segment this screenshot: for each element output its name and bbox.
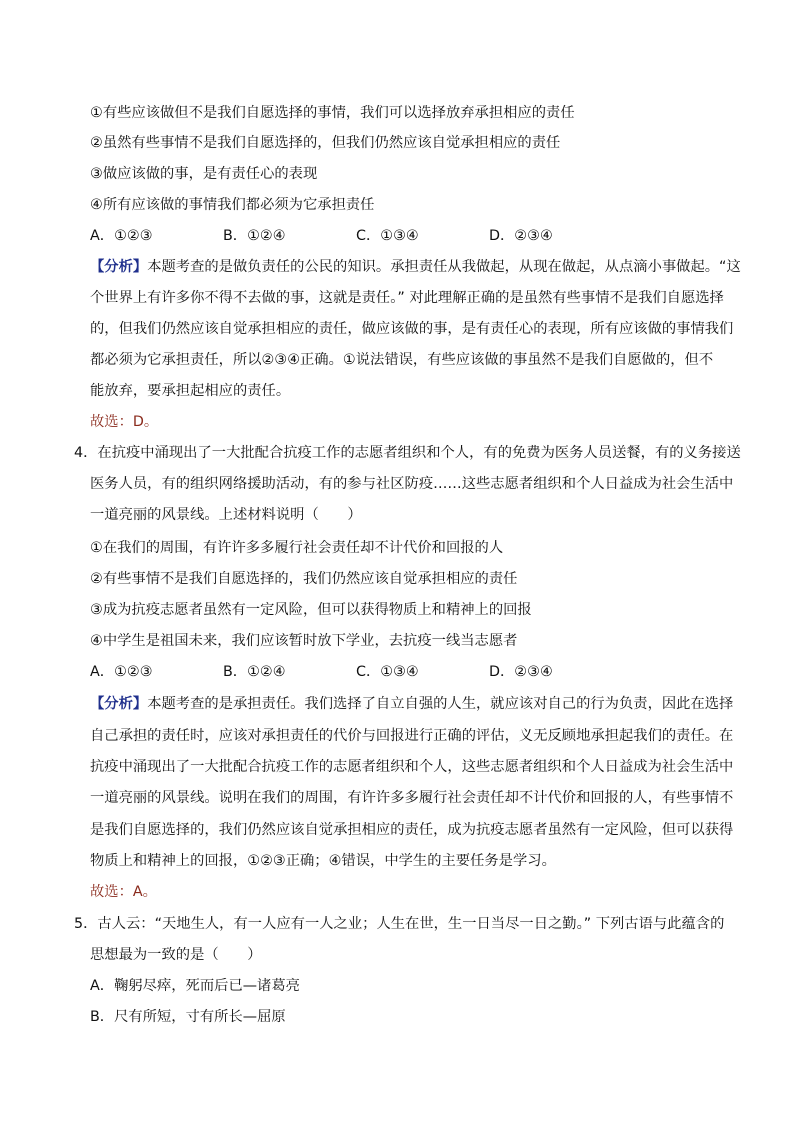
q4-analysis-line-4: 一道亮丽的风景线。说明在我们的周围，有许许多多履行社会责任却不计代价和回报的人，有些事情不 bbox=[90, 790, 734, 806]
q3-analysis-line-5: 能放弃，要承担起相应的责任。 bbox=[90, 383, 291, 399]
q5-stem-line-1: 5．古人云：“天地生人，有一人应有一人之业；人生在世，生一日当尽一日之勤。” 下列古语与此蕴含的 bbox=[74, 916, 725, 932]
q3-answer: 故选：D。 bbox=[90, 414, 159, 430]
q4-option-d: D．②③④ bbox=[489, 664, 553, 680]
q4-analysis-line-6: 物质上和精神上的回报，①②③正确；④错误，中学生的主要任务是学习。 bbox=[90, 853, 556, 869]
q3-statement-4: ④所有应该做的事情我们都必须为它承担责任 bbox=[90, 197, 375, 213]
q4-options bbox=[90, 657, 730, 688]
q4-stem-line-1: 4．在抗疫中涌现出了一大批配合抗疫工作的志愿者组织和个人，有的免费为医务人员送餐，有的义务接送 bbox=[74, 445, 741, 461]
q3-option-a: A．①②③ bbox=[90, 228, 153, 244]
q4-statement-4: ④中学生是祖国未来，我们应该暂时放下学业，去抗疫一线当志愿者 bbox=[90, 633, 518, 649]
q4-option-b: B．①②④ bbox=[223, 664, 286, 680]
q4-stem-line-3: 一道亮丽的风景线。上述材料说明（ ） bbox=[90, 507, 362, 523]
q4-stem-line-2: 医务人员，有的组织网络援助活动，有的参与社区防疫……这些志愿者组织和个人日益成为社会生活中 bbox=[90, 476, 734, 492]
q4-analysis-line-1 bbox=[90, 689, 734, 720]
q4-analysis-text-1: 本题考查的是承担责任。我们选择了自立自强的人生，就应该对自己的行为负责，因此在选择 bbox=[147, 696, 734, 712]
q3-analysis-line-1 bbox=[90, 252, 741, 283]
q4-option-c: C．①③④ bbox=[356, 664, 419, 680]
q3-analysis-line-2: 个世界上有许多你不得不去做的事，这就是责任。” 对此理解正确的是虽然有些事情不是我们自愿选择 bbox=[90, 290, 724, 306]
q3-statement-2: ②虽然有些事情不是我们自愿选择的，但我们仍然应该自觉承担相应的责任 bbox=[90, 135, 561, 151]
q3-option-b: B．①②④ bbox=[223, 228, 286, 244]
q4-analysis-line-5: 是我们自愿选择的，我们仍然应该自觉承担相应的责任，成为抗疫志愿者虽然有一定风险，但可以获得 bbox=[90, 822, 734, 838]
q4-statement-2: ②有些事情不是我们自愿选择的，我们仍然应该自觉承担相应的责任 bbox=[90, 571, 518, 587]
q4-option-a: A．①②③ bbox=[90, 664, 153, 680]
q3-statement-3: ③做应该做的事，是有责任心的表现 bbox=[90, 166, 318, 182]
q3-option-c: C．①③④ bbox=[356, 228, 419, 244]
q5-option-a: A．鞠躬尽瘁，死而后已—诸葛亮 bbox=[90, 978, 300, 994]
q5-option-b: B．尺有所短，寸有所长—屈原 bbox=[90, 1009, 286, 1025]
q3-analysis-text-1: 本题考查的是做负责任的公民的知识。承担责任从我做起，从现在做起，从点滴小事做起。“这 bbox=[147, 259, 741, 275]
q4-answer: 故选：A。 bbox=[90, 884, 157, 900]
q4-statement-3: ③成为抗疫志愿者虽然有一定风险，但可以获得物质上和精神上的回报 bbox=[90, 602, 532, 618]
q4-analysis-tag: 【分析】 bbox=[90, 696, 148, 712]
q3-option-d: D．②③④ bbox=[489, 228, 553, 244]
q3-analysis-line-3: 的，但我们仍然应该自觉承担相应的责任，做应该做的事，是有责任心的表现，所有应该做的事情我们 bbox=[90, 321, 734, 337]
q3-statement-1: ①有些应该做但不是我们自愿选择的事情，我们可以选择放弃承担相应的责任 bbox=[90, 105, 575, 121]
q5-stem-line-2: 思想最为一致的是（ ） bbox=[90, 947, 262, 963]
q3-analysis-tag: 【分析】 bbox=[90, 259, 148, 275]
q3-options bbox=[90, 221, 730, 252]
q3-analysis-line-4: 都必须为它承担责任，所以②③④正确。①说法错误，有些应该做的事虽然不是我们自愿做的，但不 bbox=[90, 352, 714, 368]
q4-analysis-line-3: 抗疫中涌现出了一大批配合抗疫工作的志愿者组织和个人，这些志愿者组织和个人日益成为社会生活中 bbox=[90, 759, 734, 775]
q4-statement-1: ①在我们的周围，有许许多多履行社会责任却不计代价和回报的人 bbox=[90, 540, 504, 556]
q4-analysis-line-2: 自己承担的责任时，应该对承担责任的代价与回报进行正确的评估，义无反顾地承担起我们的责任。在 bbox=[90, 728, 734, 744]
